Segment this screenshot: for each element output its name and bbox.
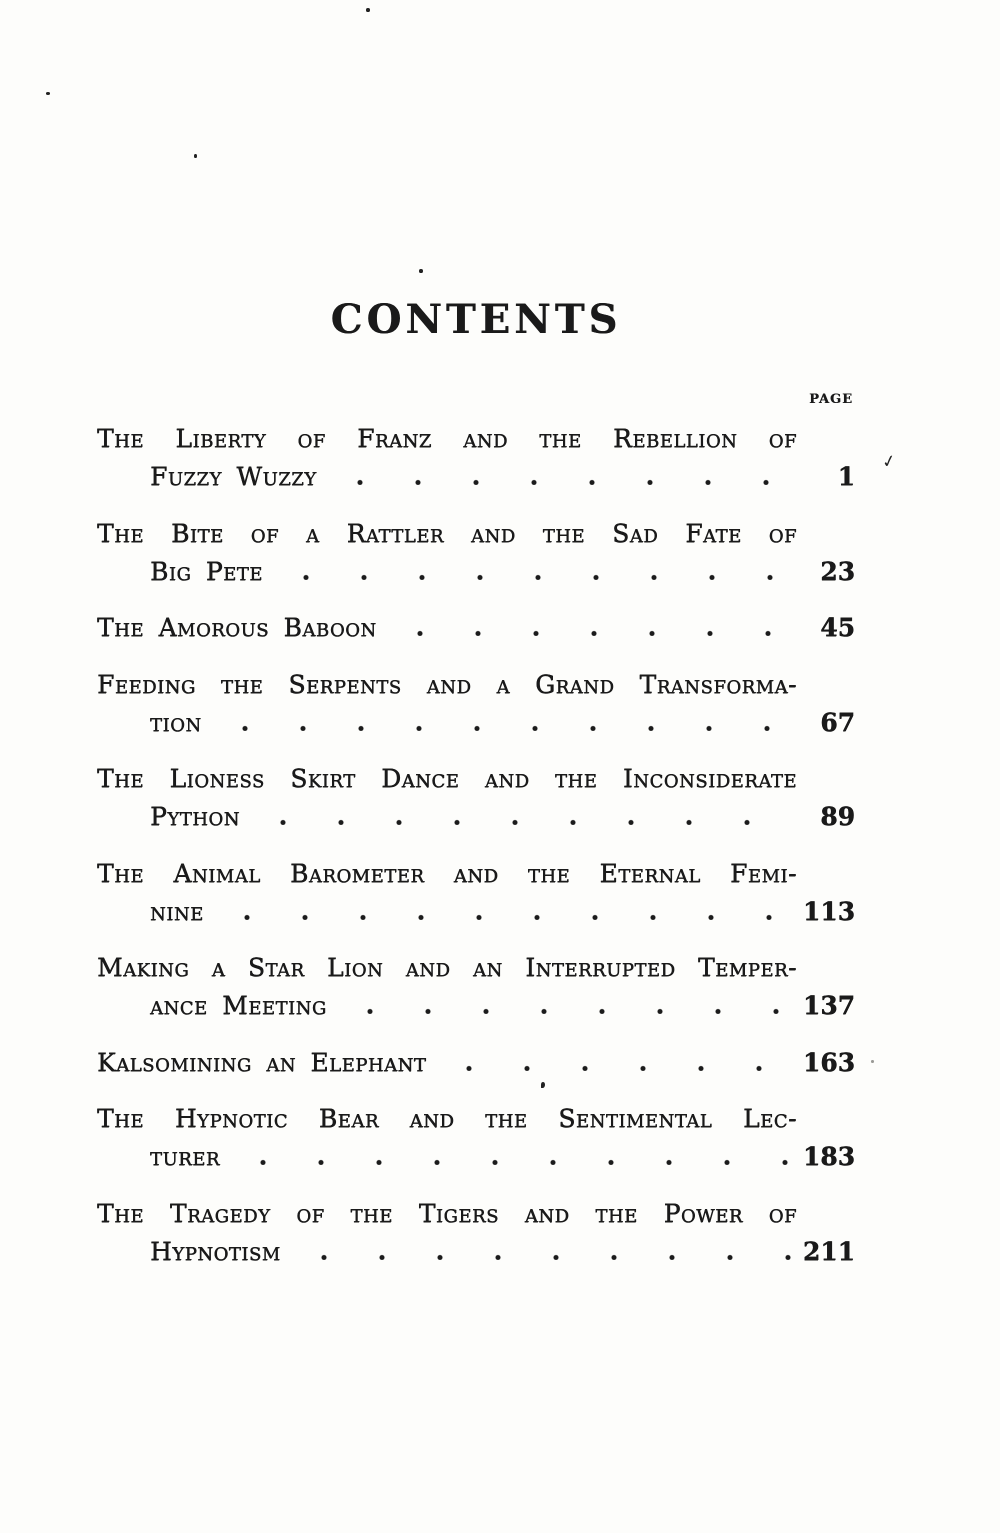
scan-speck [194, 154, 197, 158]
entry-title-continuation: turer [150, 1142, 220, 1171]
entry-page-number: 45 [820, 613, 855, 642]
entry-page-number: 163 [802, 1047, 855, 1077]
toc-entry [97, 1044, 855, 1082]
entry-title-line: Making a Star Lion and an Interrupted Temper- [97, 953, 797, 982]
page-column-header: PAGE [809, 392, 853, 407]
dot-leader [331, 476, 791, 485]
scan-speck [871, 1060, 874, 1063]
entry-page-number: 67 [820, 707, 855, 737]
entry-continuation-line [97, 553, 855, 591]
entry-page-number: 183 [802, 1142, 855, 1171]
dot-leader [234, 1156, 791, 1165]
entry-continuation-line [97, 893, 855, 931]
toc-entry [97, 420, 855, 496]
entry-title-line: Kalsomining an Elephant [97, 1047, 427, 1077]
entry-continuation-line [97, 1138, 855, 1176]
toc-entry [97, 760, 855, 836]
entry-single-line [97, 609, 855, 647]
entry-continuation-line [97, 798, 855, 836]
pen-checkmark-annotation: ✓ [880, 450, 899, 474]
entry-page-number: 211 [802, 1236, 855, 1266]
dot-leader [440, 1062, 791, 1071]
toc-entry [97, 515, 855, 591]
entry-single-line [97, 1044, 855, 1082]
dot-leader [216, 722, 791, 731]
entry-page-number: 23 [820, 556, 855, 586]
toc-entry [97, 949, 855, 1025]
entry-title-line: The Hypnotic Bear and the Sentimental Lec- [97, 1104, 797, 1133]
scan-speck [366, 8, 370, 12]
entry-title-line: The Amorous Baboon [97, 613, 377, 642]
entry-continuation-line [97, 1233, 855, 1271]
entry-title-line: The Bite of a Rattler and the Sad Fate of [97, 518, 797, 548]
entry-title-continuation: Python [150, 802, 240, 831]
toc-entry [97, 609, 855, 647]
entry-title-continuation: Big Pete [150, 556, 263, 586]
entry-title-continuation: ance Meeting [150, 991, 327, 1020]
entry-title-continuation: tion [150, 707, 202, 737]
dot-leader [254, 816, 791, 825]
entry-continuation-line [97, 987, 855, 1025]
entry-page-number: 89 [820, 802, 855, 831]
toc-entry [97, 666, 855, 742]
entry-title-line: The Animal Barometer and the Eternal Femi- [97, 858, 797, 888]
table-of-contents [97, 420, 855, 1289]
dot-leader [341, 1005, 791, 1014]
entry-page-number: 113 [802, 896, 855, 926]
entry-title-line: Feeding the Serpents and a Grand Transforma- [97, 669, 797, 699]
entry-continuation-line [97, 704, 855, 742]
scan-speck [419, 269, 423, 273]
page-title: CONTENTS [330, 296, 622, 343]
entry-title-line: The Liberty of Franz and the Rebellion of [97, 424, 797, 453]
entry-title-continuation: Fuzzy Wuzzy [150, 462, 317, 491]
entry-title-line: The Tragedy of the Tigers and the Power of [97, 1198, 797, 1228]
entry-page-number: 1 [837, 462, 855, 491]
entry-title-continuation: Hypnotism [150, 1236, 281, 1266]
dot-leader [391, 627, 791, 636]
entry-continuation-line [97, 458, 855, 496]
dot-leader [218, 911, 791, 920]
entry-page-number: 137 [802, 991, 855, 1020]
toc-entry [97, 1195, 855, 1271]
scan-speck [46, 92, 50, 95]
entry-title-line: The Lioness Skirt Dance and the Inconsiderate [97, 764, 797, 793]
dot-leader [277, 571, 791, 580]
toc-entry [97, 855, 855, 931]
dot-leader [295, 1251, 791, 1260]
entry-title-continuation: nine [150, 896, 204, 926]
toc-entry [97, 1100, 855, 1176]
